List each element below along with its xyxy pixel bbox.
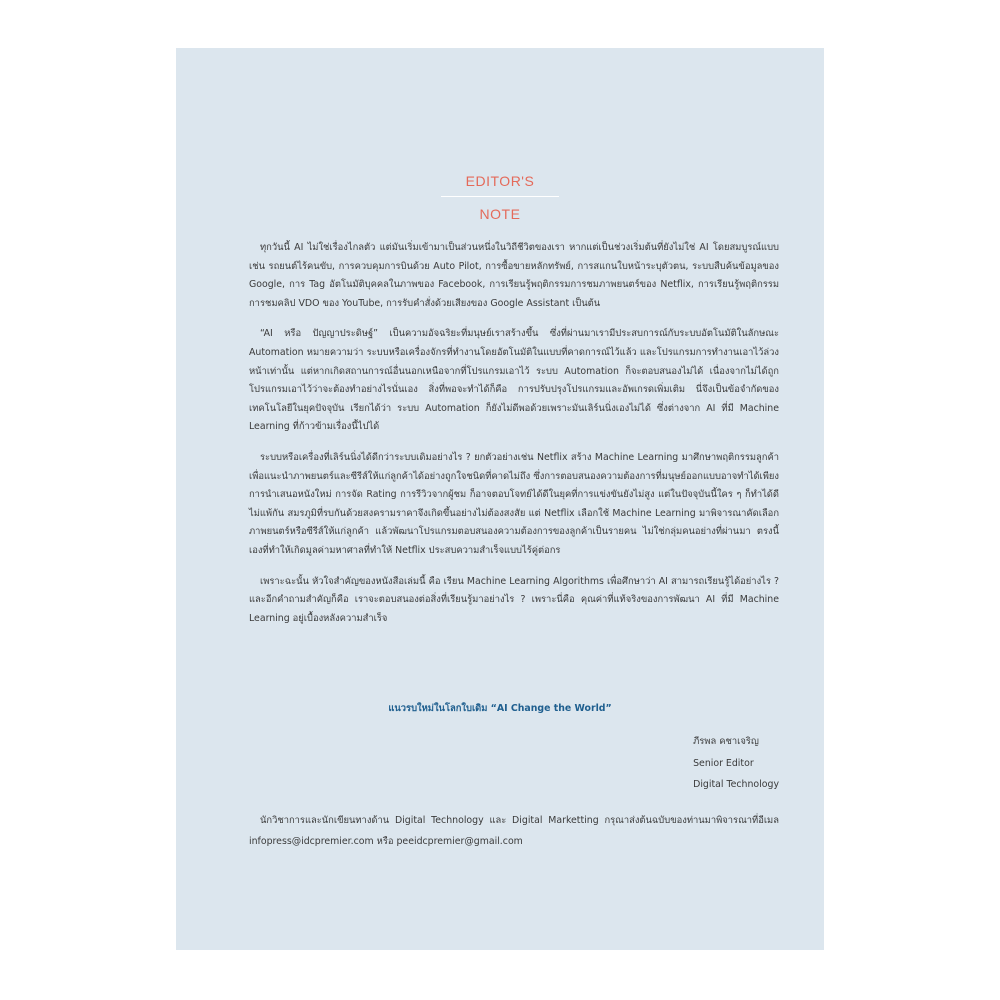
- signature-role: Senior Editor: [693, 757, 754, 769]
- signature-dept: Digital Technology: [693, 779, 779, 790]
- submission-note: [249, 810, 779, 852]
- paragraph-1: ทุกวันนี้ AI ไม่ใช่เรื่องไกลตัว แต่มันเริ่มเข้ามาเป็นส่วนหนึ่งในวิถีชีวิตของเรา หากแต่เป็นช่วงเริ่มต้นที่ยังไม่ใช่ AI โดยสมบูรณ์แบบ เช่น รถยนต์ไร้คนขับ, การควบคุมการบินด้วย Auto Pilot, การซื้อขายหลักทรัพย์, การสแกนใบหน้าระบุตัวตน, ระบบสืบค้นข้อมูลของ Google, การ Tag อัตโนมัติบุคคลในภาพของ Facebook, การเรียนรู้พฤติกรรมการชมภาพยนตร์ของ Netflix, การเรียนรู้พฤติกรรมการชมคลิป VDO ของ YouTube, การรับคำสั่งด้วยเสียงของ Google Assistant เป็นต้น: [249, 242, 779, 309]
- editorial-body: [249, 239, 779, 640]
- signature-name: ภีรพล คชาเจริญ: [693, 736, 759, 747]
- subheading: แนวรบใหม่ในโลกใบเดิม “AI Change the World”: [388, 703, 612, 714]
- heading-line-2: NOTE: [479, 206, 521, 222]
- heading-divider: [441, 196, 559, 197]
- footer-text: นักวิชาการและนักเขียนทางด้าน Digital Technology และ Digital Marketting กรุณาส่งต้นฉบับของท่านมาพิจารณาที่อีเมล infopress@idcpremier.com หรือ peeidcpremier@gmail.com: [249, 815, 779, 847]
- document-page: [176, 48, 824, 950]
- paragraph-4: เพราะฉะนั้น หัวใจสำคัญของหนังสือเล่มนี้ คือ เรียน Machine Learning Algorithms เพื่อศึกษาว่า AI สามารถเรียนรู้ได้อย่างไร ? และอีกคำถามสำคัญก็คือ เราจะตอบสนองต่อสิ่งที่เรียนรู้มาอย่างไร ? เพราะนี่คือ คุณค่าที่แท้จริงของการพัฒนา AI ที่มี Machine Learning อยู่เบื้องหลังความสำเร็จ: [249, 575, 779, 624]
- paragraph-3: ระบบหรือเครื่องที่เลิร์นนิ่งได้ดีกว่าระบบเดิมอย่างไร ? ยกตัวอย่างเช่น Netflix สร้าง Machine Learning มาศึกษาพฤติกรรมลูกค้า เพื่อแนะนำภาพยนตร์และซีรีส์ให้แก่ลูกค้าได้อย่างถูกใจชนิดที่คาดไม่ถึง ซึ่งการตอบสนองความต้องการที่มนุษย์ออกแบบอาจทำได้เพียงการนำเสนอหนังใหม่ การจัด Rating การรีวิวจากผู้ชม ก็อาจตอบโจทย์ได้ดีในยุคที่การแข่งขันยังไม่สูง แต่ในปัจจุบันนี้ใคร ๆ ก็ทำได้ดีไม่แพ้กัน สมรภูมิที่รบกันด้วยสงครามราคาจึงเกิดขึ้นอย่างไม่ต้องสงสัย แต่ Netflix เลือกใช้ Machine Learning มาพิจารณาคัดเลือกภาพยนตร์หรือซีรีส์ให้แก่ลูกค้า แล้วพัฒนาโปรแกรมตอบสนองความต้องการของลูกค้าเป็นรายคน ไม่ใช่กลุ่มคนอย่างที่ผ่านมา ตรงนี้เองที่ทำให้เกิดมูลค่ามหาศาลที่ทำให้ Netflix ประสบความสำเร็จแบบไร้คู่ต่อกร: [249, 451, 779, 556]
- paragraph-2: “AI หรือ ปัญญาประดิษฐ์” เป็นความอัจฉริยะที่มนุษย์เราสร้างขึ้น ซึ่งที่ผ่านมาเรามีประสบการณ์กับระบบอัตโนมัติในลักษณะ Automation หมายความว่า ระบบหรือเครื่องจักรที่ทำงานโดยอัตโนมัติในแบบที่คาดการณ์ไว้แล้ว และโปรแกรมการทำงานเอาไว้ล่วงหน้าเท่านั้น แต่หากเกิดสถานการณ์อื่นนอกเหนือจากที่โปรแกรมเอาไว้ ระบบ Automation ก็จะตอบสนองไม่ได้ เนื่องจากไม่ได้ถูกโปรแกรมเอาไว้ว่าจะต้องทำอย่างไรนั่นเอง สิ่งที่พอจะทำได้ก็คือ การปรับปรุงโปรแกรมและอัพเกรดเพิ่มเติม นี่จึงเป็นข้อจำกัดของเทคโนโลยีในยุคปัจจุบัน เรียกได้ว่า ระบบ Automation ก็ยังไม่ดีพอด้วยเพราะมันเลิร์นนิ่งเองไม่ได้ ซึ่งต่างจาก AI ที่มี Machine Learning ที่ก้าวข้ามเรื่องนี้ไปได้: [249, 328, 779, 433]
- heading-line-1: EDITOR'S: [465, 173, 535, 189]
- signature-block: [693, 731, 779, 796]
- editors-note-heading: [176, 172, 824, 223]
